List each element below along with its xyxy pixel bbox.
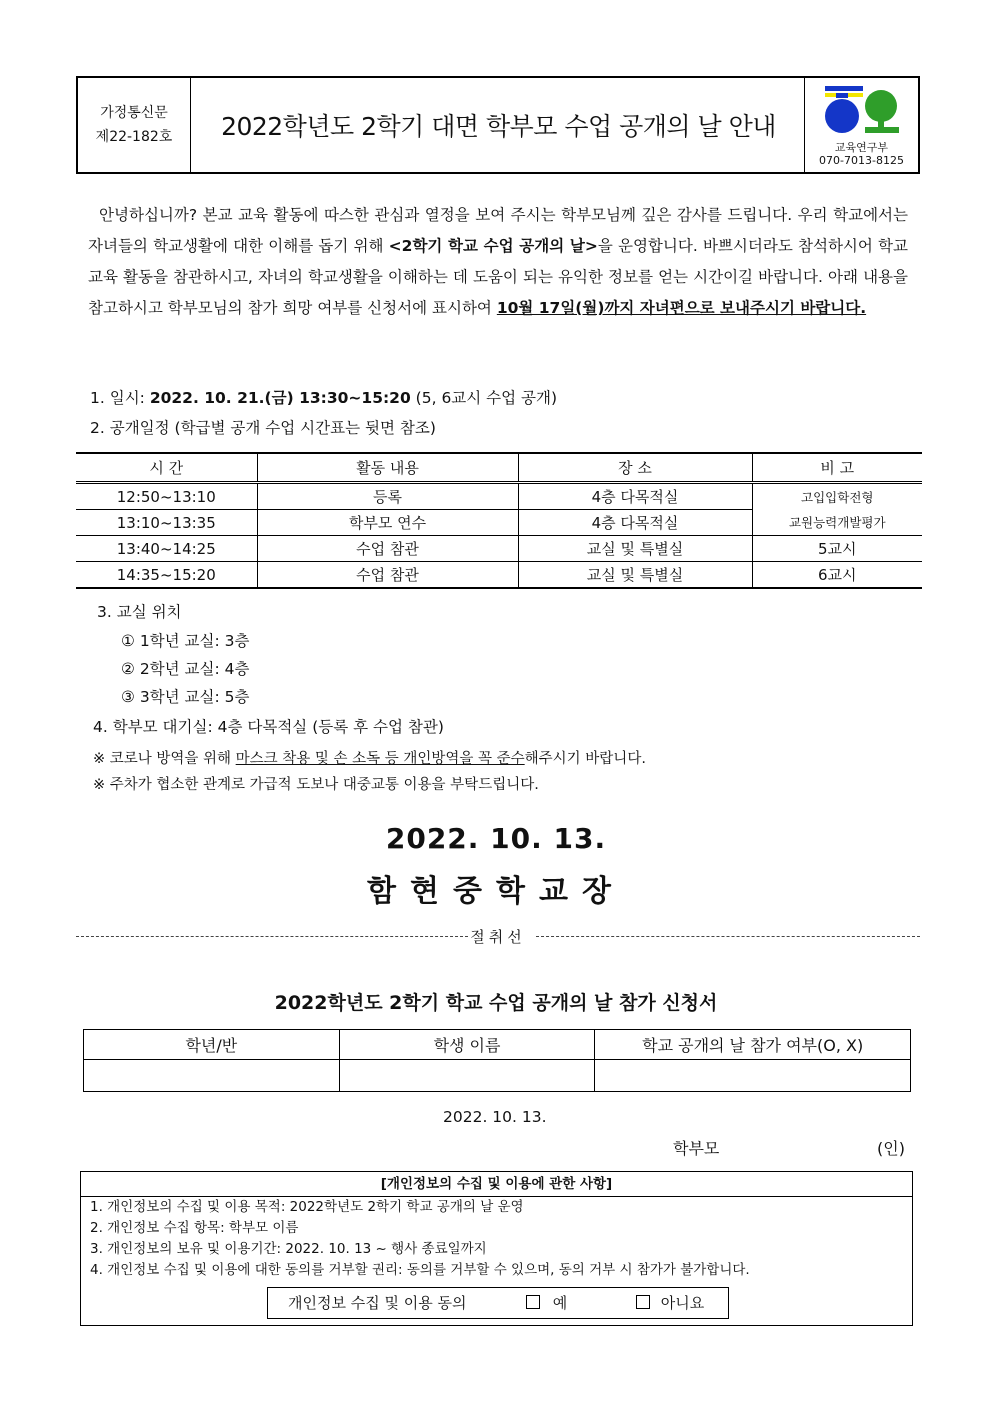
consent-no-option[interactable] [636,1288,704,1318]
schedule-note-line: 교원능력개발평가 [788,514,886,530]
seal-label: (인) [877,1139,905,1158]
cut-line [76,926,920,946]
note-covid-emphasis: 마스크 착용 및 손 소독 등 개인방역을 꼭 준수 [235,751,525,767]
application-header: 학생 이름 [339,1030,595,1060]
attendance-field[interactable] [595,1060,911,1092]
schedule-note-line: 고입입학전형 [801,489,874,505]
item-date-prefix: 1. 일시: [90,389,150,407]
application-date: 2022. 10. 13. [443,1108,547,1126]
schedule-note: 6교시 [752,562,922,589]
dept-cell [804,78,918,172]
note-covid-suffix: 해주시기 바랍니다. [524,751,646,767]
privacy-item: 3. 개인정보의 보유 및 이용기간: 2022. 10. 13 ~ 행사 종료일까지 [90,1241,487,1257]
cut-dash-right [536,936,920,937]
intro-event-name: <2학기 학교 수업 공개의 날> [388,237,598,255]
privacy-item: 4. 개인정보 수집 및 이용에 대한 동의를 거부할 권리: 동의를 거부할 수 있으며, 동의 거부 시 참가가 불가합니다. [90,1262,750,1278]
grade-class-field[interactable] [84,1060,340,1092]
schedule-header: 활동 내용 [257,453,518,483]
intro-paragraph [88,200,908,324]
note-covid-prefix: ※ 코로나 방역을 위해 [93,751,236,767]
schedule-header-row [76,453,922,483]
schedule-table [76,452,922,589]
school-logo-icon [805,80,918,142]
consent-box [267,1287,729,1319]
student-name-field[interactable] [339,1060,595,1092]
page-title: 2022학년도 2학기 대면 학부모 수업 공개의 날 안내 [221,112,776,141]
classroom-title: 3. 교실 위치 [97,603,182,621]
privacy-items [90,1197,750,1281]
schedule-header: 시 간 [76,453,257,483]
schedule-activity: 학부모 연수 [257,510,518,536]
schedule-time: 13:10~13:35 [76,510,257,536]
intro-text-b: 을 운영합니다. 바쁘시더라도 참석하시어 학교 교육 활동을 참관하시고, 자녀의 학교생활을 이해하는 데 도움이 되는 유익한 정보를 얻는 시간이길 바랍니다. 아래 내용을 참고하시고 학부모님의 참가 희망 여부를 신청서에 표시하여 [88,237,908,317]
application-header: 학년/반 [84,1030,340,1060]
letter-header [76,76,920,174]
item-schedule-title: 2. 공개일정 (학급별 공개 수업 시간표는 뒷면 참조) [90,419,436,437]
item-date [90,386,557,408]
issue-date: 2022. 10. 13. [385,822,607,855]
note-parking: ※ 주차가 협소한 관계로 가급적 도보나 대중교통 이용을 부탁드립니다. [93,777,539,793]
doc-type: 가정통신문 [100,105,168,121]
schedule-place: 4층 다목적실 [518,483,752,510]
table-row [76,536,922,562]
application-input-row [84,1060,911,1092]
schedule-place: 교실 및 특별실 [518,562,752,589]
schedule-header: 비 고 [752,453,922,483]
schedule-activity: 수업 참관 [257,562,518,589]
privacy-item: 1. 개인정보의 수집 및 이용 목적: 2022학년도 2학기 학교 공개의 날 운영 [90,1199,524,1215]
dept-info [805,141,918,167]
consent-yes-label: 예 [552,1294,568,1312]
table-row [76,483,922,510]
application-title: 2022학년도 2학기 학교 수업 공개의 날 참가 신청서 [274,992,718,1014]
application-header-row [84,1030,911,1060]
schedule-time: 13:40~14:25 [76,536,257,562]
schedule-activity: 등록 [257,483,518,510]
signer: 함현중학교장 [367,874,625,909]
application-table [83,1029,911,1092]
schedule-activity: 수업 참관 [257,536,518,562]
consent-no-label: 아니요 [660,1294,705,1312]
item-date-value: 2022. 10. 21.(금) 13:30~15:20 [149,389,411,407]
classroom-line: ② 2학년 교실: 4층 [121,660,250,678]
table-row [76,562,922,589]
schedule-place: 교실 및 특별실 [518,536,752,562]
schedule-merged-note [752,483,922,536]
intro-text-a: 안녕하십니까? 본교 교육 활동에 따스한 관심과 열정을 보여 주시는 학부모님께 깊은 감사를 드립니다. 우리 학교에서는 자녀들의 학교생활에 대한 이해를 돕기 위해 [88,206,909,255]
privacy-item: 2. 개인정보 수집 항목: 학부모 이름 [90,1220,299,1236]
consent-yes-option[interactable] [526,1288,567,1318]
classroom-line: ③ 3학년 교실: 5층 [121,688,250,706]
consent-label: 개인정보 수집 및 이용 동의 [288,1294,467,1312]
note-covid [93,747,646,768]
schedule-note: 5교시 [752,536,922,562]
checkbox-no[interactable] [636,1295,650,1309]
classroom-line: ① 1학년 교실: 3층 [121,632,250,650]
checkbox-yes[interactable] [526,1295,540,1309]
waiting-room: 4. 학부모 대기실: 4층 다목적실 (등록 후 수업 참관) [93,718,444,736]
schedule-place: 4층 다목적실 [518,510,752,536]
privacy-box [80,1171,913,1326]
parent-label: 학부모 [673,1139,720,1158]
doc-number: 제22-182호 [95,129,173,145]
schedule-header: 장 소 [518,453,752,483]
doc-info-cell [78,78,191,172]
item-date-suffix: (5, 6교시 수업 공개) [410,389,558,407]
dept-name: 교육연구부 [834,141,889,154]
schedule-time: 12:50~13:10 [76,483,257,510]
cut-label: 절취선 [470,928,526,946]
dept-phone: 070-7013-8125 [819,154,904,167]
application-header: 학교 공개의 날 참가 여부(O, X) [595,1030,911,1060]
schedule-time: 14:35~15:20 [76,562,257,589]
privacy-title: [개인정보의 수집 및 이용에 관한 사항] [81,1172,912,1197]
intro-deadline: 10월 17일(월)까지 자녀편으로 보내주시기 바랍니다. [496,299,867,317]
